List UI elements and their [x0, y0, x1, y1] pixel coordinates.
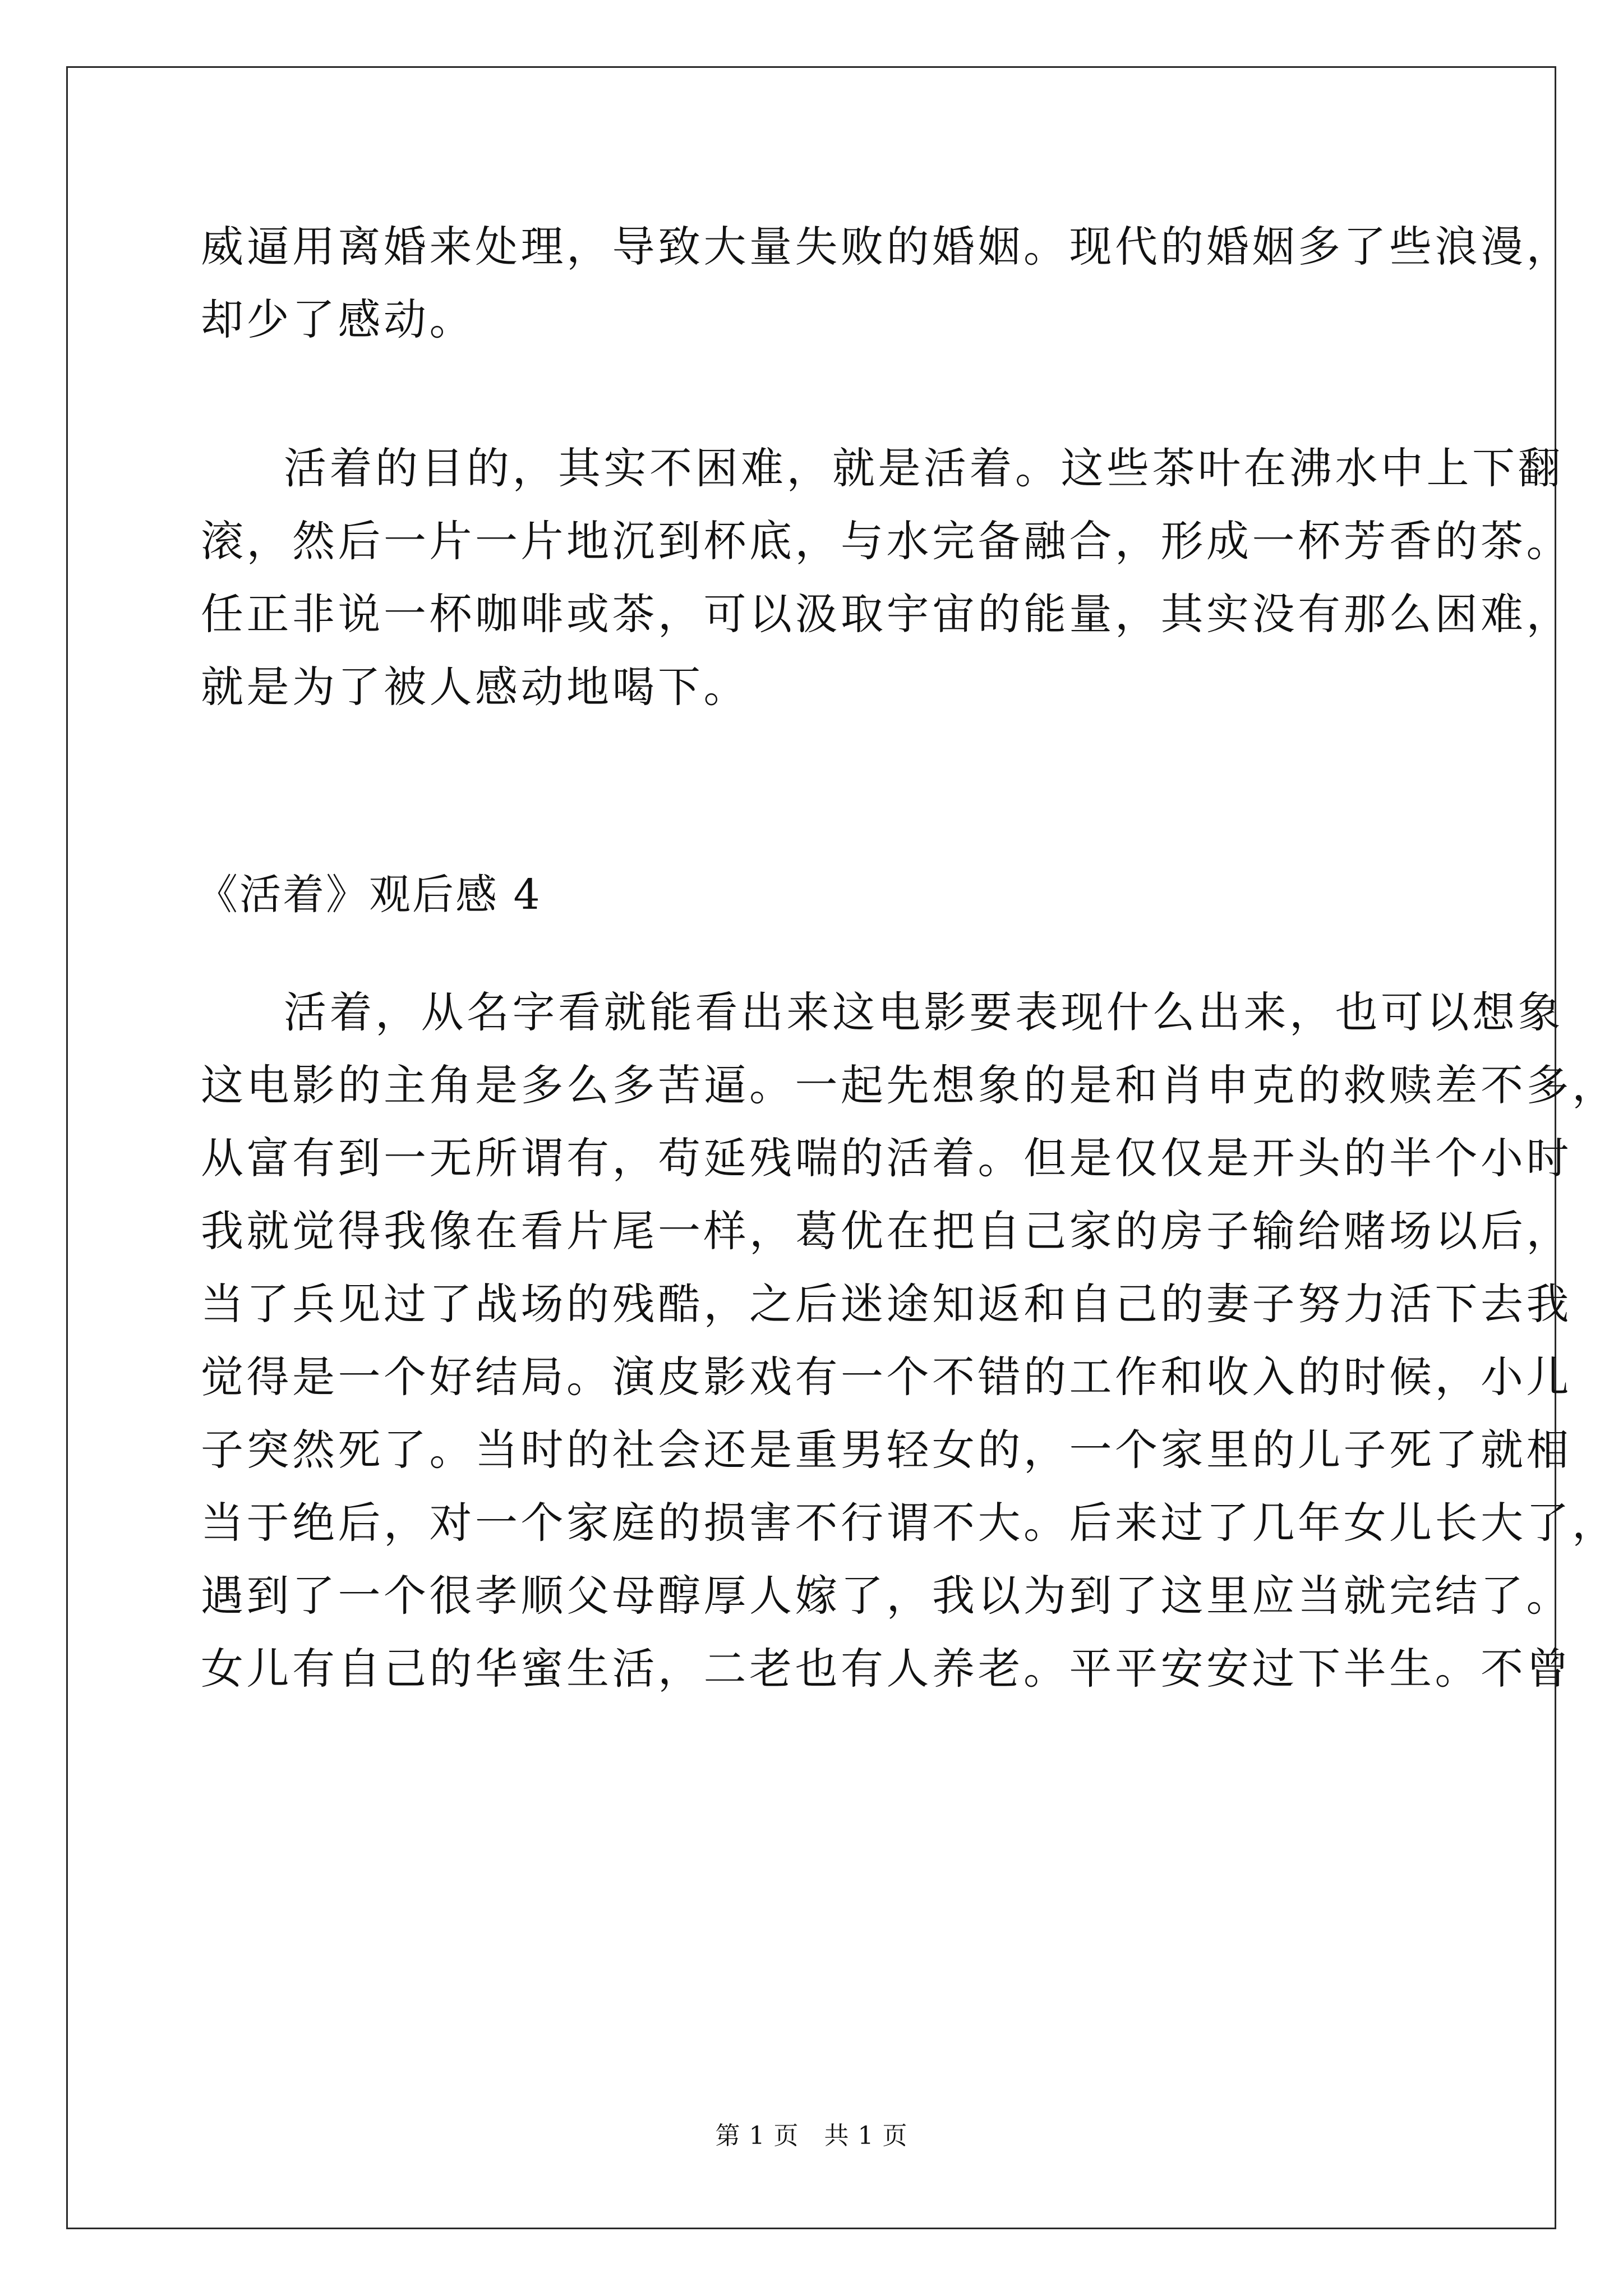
text-line: 从富有到一无所谓有，苟延残喘的活着。但是仅仅是开头的半个小时: [201, 1133, 1572, 1183]
text-line: 女儿有自己的华蜜生活，二老也有人养老。平平安安过下半生。不曾: [201, 1644, 1572, 1694]
text-line: 任正非说一杯咖啡或茶，可以汲取宇宙的能量，其实没有那么困难，: [201, 589, 1572, 639]
text-line: 当于绝后，对一个家庭的损害不行谓不大。后来过了几年女儿长大了，: [201, 1498, 1618, 1548]
page-number-footer: 第 1 页 共 1 页: [715, 2122, 908, 2150]
text-line: 滚，然后一片一片地沉到杯底，与水完备融合，形成一杯芳香的茶。: [201, 516, 1572, 566]
text-line: 活着，从名字看就能看出来这电影要表现什么出来，也可以想象: [284, 987, 1564, 1037]
text-line: 就是为了被人感动地喝下。: [201, 662, 749, 712]
text-line: 遇到了一个很孝顺父母醇厚人嫁了，我以为到了这里应当就完结了。: [201, 1571, 1572, 1621]
text-line: 觉得是一个好结局。演皮影戏有一个不错的工作和收入的时候，小儿: [201, 1352, 1572, 1402]
text-line: 我就觉得我像在看片尾一样，葛优在把自己家的房子输给赌场以后，: [201, 1206, 1572, 1256]
section-heading: 《活着》观后感 4: [196, 871, 542, 919]
text-line: 当了兵见过了战场的残酷，之后迷途知返和自己的妻子努力活下去我: [201, 1279, 1572, 1329]
text-line: 威逼用离婚来处理，导致大量失败的婚姻。现代的婚姻多了些浪漫，: [201, 222, 1572, 272]
text-line: 这电影的主角是多么多苦逼。一起先想象的是和肖申克的救赎差不多，: [201, 1060, 1618, 1110]
text-line: 活着的目的，其实不困难，就是活着。这些茶叶在沸水中上下翻: [284, 443, 1564, 493]
text-line: 却少了感动。: [201, 295, 475, 344]
text-line: 子突然死了。当时的社会还是重男轻女的，一个家里的儿子死了就相: [201, 1425, 1572, 1475]
